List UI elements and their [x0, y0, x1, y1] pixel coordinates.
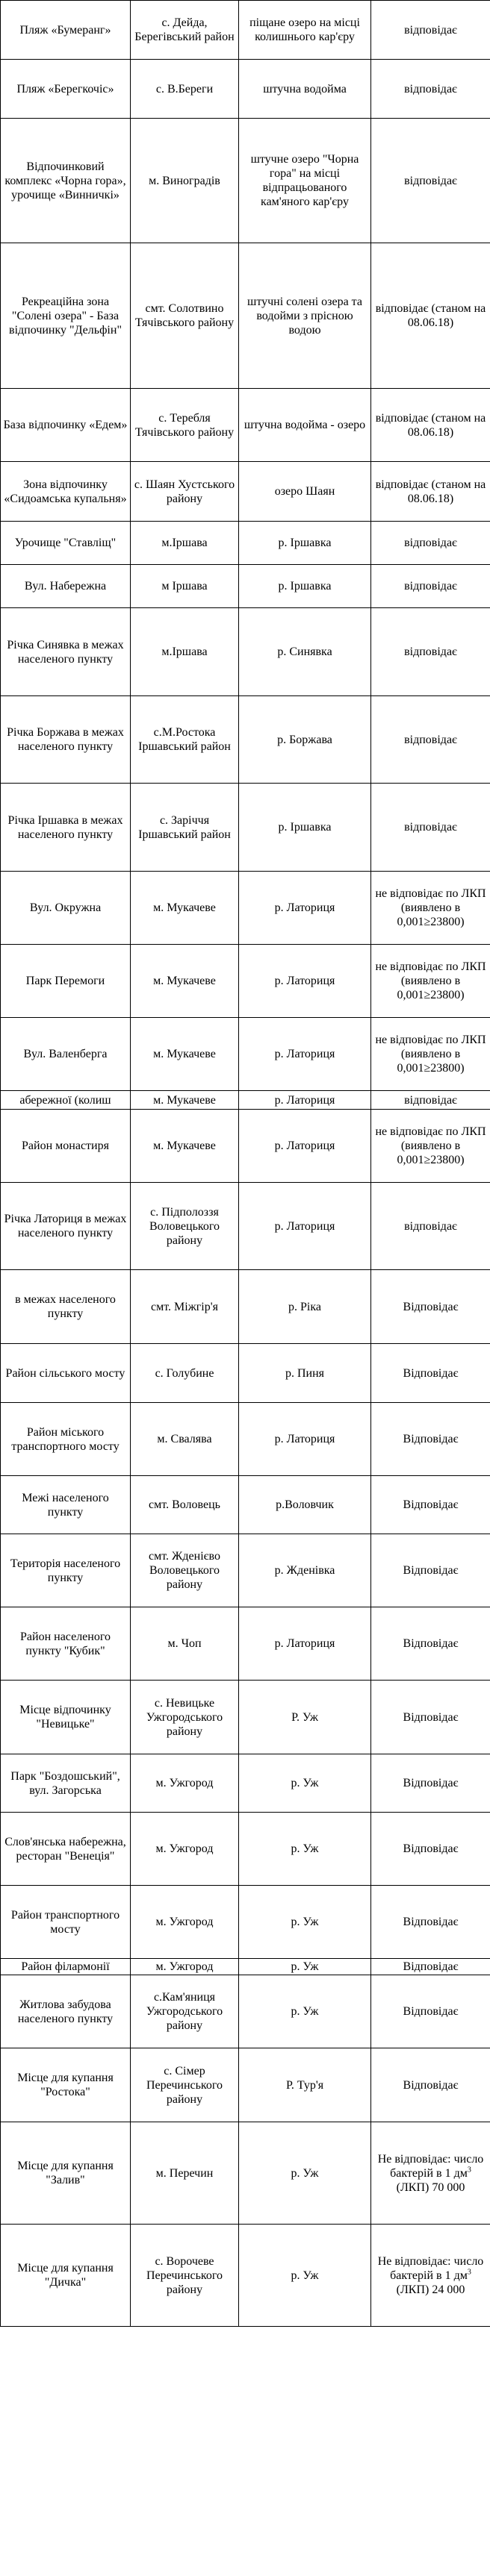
- location-cell: м. Свалява: [131, 1403, 239, 1476]
- table-row: [1, 1183, 490, 1270]
- status-cell: Відповідає: [371, 1344, 490, 1403]
- status-cell: Відповідає: [371, 1476, 490, 1534]
- status-cell: відповідає: [371, 608, 490, 696]
- place-name-cell: Вул. Валенберга: [1, 1018, 131, 1091]
- location-cell: м Іршава: [131, 565, 239, 608]
- table-row: [1, 1754, 490, 1813]
- location-cell: м. Ужгород: [131, 1754, 239, 1813]
- table-row: [1, 1, 490, 60]
- place-name-cell: Урочище "Ставліщ": [1, 522, 131, 565]
- place-name-cell: Вул. Набережна: [1, 565, 131, 608]
- status-cell: відповідає (станом на 08.06.18): [371, 243, 490, 389]
- status-cell: відповідає (станом на 08.06.18): [371, 389, 490, 462]
- water-body-cell: р. Пиня: [239, 1344, 371, 1403]
- table-row: [1, 1476, 490, 1534]
- location-cell: м. Мукачеве: [131, 1110, 239, 1183]
- location-cell: с. Сімер Перечинського району: [131, 2048, 239, 2122]
- table-row: [1, 1534, 490, 1607]
- table-row: [1, 1110, 490, 1183]
- status-cell: [371, 2122, 490, 2225]
- table-row: [1, 60, 490, 119]
- place-name-cell: Зона відпочинку «Сидоамська купальня»: [1, 462, 131, 522]
- water-body-cell: р. Ріка: [239, 1270, 371, 1344]
- place-name-cell: Район сільського мосту: [1, 1344, 131, 1403]
- location-cell: с. Теребля Тячівського району: [131, 389, 239, 462]
- status-cell: Відповідає: [371, 1886, 490, 1959]
- place-name-cell: Місце для купання "Дичка": [1, 2225, 131, 2327]
- table-row: [1, 1403, 490, 1476]
- location-cell: с.М.Ростока Іршавський район: [131, 696, 239, 784]
- status-cell: Відповідає: [371, 1754, 490, 1813]
- water-body-cell: р. Синявка: [239, 608, 371, 696]
- place-name-cell: Місце для купання "Залив": [1, 2122, 131, 2225]
- water-body-cell: р. Латориця: [239, 1607, 371, 1681]
- water-body-cell: штучне озеро "Чорна гора" на місці відпрацьованого кам'яного кар'єру: [239, 119, 371, 243]
- location-cell: м. Ужгород: [131, 1886, 239, 1959]
- status-cell: Відповідає: [371, 1403, 490, 1476]
- location-cell: с. Дейда, Берегівський район: [131, 1, 239, 60]
- status-cell: відповідає: [371, 1183, 490, 1270]
- water-body-cell: р. Уж: [239, 1975, 371, 2048]
- table-row: [1, 522, 490, 565]
- place-name-cell: Район населеного пункту "Кубик": [1, 1607, 131, 1681]
- table-row: [1, 462, 490, 522]
- status-cell: відповідає: [371, 696, 490, 784]
- water-body-cell: р. Латориця: [239, 1110, 371, 1183]
- status-text-tail: (ЛКП) 70 000: [396, 2180, 465, 2194]
- status-cell: не відповідає по ЛКП (виявлено в 0,001≥23800): [371, 1110, 490, 1183]
- table-row: [1, 119, 490, 243]
- water-body-cell: р. Уж: [239, 1886, 371, 1959]
- status-cell: Відповідає: [371, 1959, 490, 1975]
- status-cell: не відповідає по ЛКП (виявлено в 0,001≥23800): [371, 872, 490, 945]
- table-row: [1, 1018, 490, 1091]
- status-cell: відповідає: [371, 60, 490, 119]
- location-cell: м.Іршава: [131, 522, 239, 565]
- water-body-cell: р. Латориця: [239, 1403, 371, 1476]
- status-superscript: 3: [467, 2268, 471, 2277]
- place-name-cell: абережної (колиш: [1, 1091, 131, 1110]
- status-cell: відповідає: [371, 565, 490, 608]
- table-row: [1, 1344, 490, 1403]
- place-name-cell: Річка Латориця в межах населеного пункту: [1, 1183, 131, 1270]
- place-name-cell: Вул. Окружна: [1, 872, 131, 945]
- place-name-cell: Житлова забудова населеного пункту: [1, 1975, 131, 2048]
- status-cell: відповідає: [371, 119, 490, 243]
- location-cell: м. Мукачеве: [131, 945, 239, 1018]
- water-body-cell: Р. Уж: [239, 1681, 371, 1754]
- place-name-cell: Межі населеного пункту: [1, 1476, 131, 1534]
- location-cell: с. В.Береги: [131, 60, 239, 119]
- water-body-cell: р. Уж: [239, 2225, 371, 2327]
- water-body-cell: р. Латориця: [239, 1018, 371, 1091]
- status-text: Не відповідає: число бактерій в 1 дм: [377, 2254, 484, 2282]
- status-cell: [371, 2225, 490, 2327]
- place-name-cell: Відпочинковий комплекс «Чорна гора», урочище «Винничкі»: [1, 119, 131, 243]
- place-name-cell: Річка Боржава в межах населеного пункту: [1, 696, 131, 784]
- location-cell: смт. Міжгір'я: [131, 1270, 239, 1344]
- location-cell: м. Перечин: [131, 2122, 239, 2225]
- place-name-cell: Місце відпочинку "Невицьке": [1, 1681, 131, 1754]
- place-name-cell: Рекреаційна зона "Солені озера" - База відпочинку "Дельфін": [1, 243, 131, 389]
- table-row: [1, 945, 490, 1018]
- location-cell: с. Голубине: [131, 1344, 239, 1403]
- table-row: [1, 389, 490, 462]
- water-body-cell: р. Уж: [239, 2122, 371, 2225]
- location-cell: м. Ужгород: [131, 1959, 239, 1975]
- place-name-cell: Парк "Боздошський", вул. Загорська: [1, 1754, 131, 1813]
- location-cell: с. Зарiччя Іршавський район: [131, 784, 239, 872]
- table-row: [1, 872, 490, 945]
- table-row: [1, 1607, 490, 1681]
- status-cell: Відповідає: [371, 1534, 490, 1607]
- place-name-cell: Район міського транспортного мосту: [1, 1403, 131, 1476]
- place-name-cell: Слов'янська набережна, ресторан "Венеція": [1, 1813, 131, 1886]
- water-body-cell: р. Уж: [239, 1959, 371, 1975]
- water-body-cell: р. Іршавка: [239, 784, 371, 872]
- location-cell: с. Підполоззя Воловецького району: [131, 1183, 239, 1270]
- water-body-cell: Р. Тур'я: [239, 2048, 371, 2122]
- water-body-cell: р. Боржава: [239, 696, 371, 784]
- table-row: [1, 1681, 490, 1754]
- water-body-cell: озеро Шаян: [239, 462, 371, 522]
- location-cell: м.Іршава: [131, 608, 239, 696]
- location-cell: смт. Жденієво Воловецького району: [131, 1534, 239, 1607]
- table-row: [1, 1813, 490, 1886]
- water-body-cell: р. Латориця: [239, 1183, 371, 1270]
- water-body-cell: р. Латориця: [239, 945, 371, 1018]
- status-cell: Відповідає: [371, 1813, 490, 1886]
- location-cell: м. Чоп: [131, 1607, 239, 1681]
- status-cell: Відповідає: [371, 1607, 490, 1681]
- status-cell: відповідає: [371, 522, 490, 565]
- water-body-cell: р. Латориця: [239, 1091, 371, 1110]
- status-cell: відповідає: [371, 784, 490, 872]
- location-cell: с.Кам'яниця Ужгородського району: [131, 1975, 239, 2048]
- table-row: [1, 696, 490, 784]
- location-cell: м. Мукачеве: [131, 872, 239, 945]
- water-body-cell: р. Уж: [239, 1813, 371, 1886]
- status-cell: не відповідає по ЛКП (виявлено в 0,001≥23800): [371, 945, 490, 1018]
- table-row: [1, 2225, 490, 2327]
- table-row: [1, 1975, 490, 2048]
- status-cell: відповідає: [371, 1, 490, 60]
- status-cell: відповідає: [371, 1091, 490, 1110]
- status-cell: відповідає (станом на 08.06.18): [371, 462, 490, 522]
- location-cell: м. Мукачеве: [131, 1018, 239, 1091]
- table-row: [1, 2122, 490, 2225]
- water-body-cell: р. Іршавка: [239, 565, 371, 608]
- location-cell: м. Виноградів: [131, 119, 239, 243]
- status-text-tail: (ЛКП) 24 000: [396, 2283, 465, 2296]
- table-row: [1, 1091, 490, 1110]
- place-name-cell: Парк Перемоги: [1, 945, 131, 1018]
- water-body-cell: піщане озеро на місці колишнього кар'єру: [239, 1, 371, 60]
- location-cell: с. Невицьке Ужгородського району: [131, 1681, 239, 1754]
- water-body-cell: р. Латориця: [239, 872, 371, 945]
- table-row: [1, 784, 490, 872]
- water-body-cell: р. Жденівка: [239, 1534, 371, 1607]
- place-name-cell: Пляж «Берегкочіс»: [1, 60, 131, 119]
- table-row: [1, 608, 490, 696]
- table-row: [1, 243, 490, 389]
- water-body-cell: штучна водойма: [239, 60, 371, 119]
- table-row: [1, 1886, 490, 1959]
- table-row: [1, 1270, 490, 1344]
- place-name-cell: Місце для купання "Ростока": [1, 2048, 131, 2122]
- place-name-cell: Річка Іршавка в межах населеного пункту: [1, 784, 131, 872]
- water-body-cell: р.Воловчик: [239, 1476, 371, 1534]
- status-cell: Відповідає: [371, 1270, 490, 1344]
- location-cell: смт. Солотвино Тячівського району: [131, 243, 239, 389]
- location-cell: м. Ужгород: [131, 1813, 239, 1886]
- location-cell: м. Мукачеве: [131, 1091, 239, 1110]
- status-cell: не відповідає по ЛКП (виявлено в 0,001≥23800): [371, 1018, 490, 1091]
- place-name-cell: Річка Синявка в межах населеного пункту: [1, 608, 131, 696]
- location-cell: с. Шаян Хустського району: [131, 462, 239, 522]
- table-row: [1, 2048, 490, 2122]
- location-cell: с. Ворочеве Перечинського району: [131, 2225, 239, 2327]
- table-row: [1, 1959, 490, 1975]
- location-cell: смт. Воловець: [131, 1476, 239, 1534]
- status-cell: Відповідає: [371, 1975, 490, 2048]
- water-body-cell: штучні солені озера та водойми з прісною водою: [239, 243, 371, 389]
- water-body-cell: штучна водойма - озеро: [239, 389, 371, 462]
- place-name-cell: Територія населеного пункту: [1, 1534, 131, 1607]
- status-cell: Відповідає: [371, 1681, 490, 1754]
- place-name-cell: База відпочинку «Едем»: [1, 389, 131, 462]
- place-name-cell: Район монастиря: [1, 1110, 131, 1183]
- status-text: Не відповідає: число бактерій в 1 дм: [377, 2152, 484, 2180]
- status-cell: Відповідає: [371, 2048, 490, 2122]
- place-name-cell: Пляж «Бумеранг»: [1, 1, 131, 60]
- water-body-cell: р. Іршавка: [239, 522, 371, 565]
- water-body-cell: р. Уж: [239, 1754, 371, 1813]
- table-row: [1, 565, 490, 608]
- place-name-cell: в межах населеного пункту: [1, 1270, 131, 1344]
- status-superscript: 3: [467, 2166, 471, 2175]
- place-name-cell: Район філармонії: [1, 1959, 131, 1975]
- place-name-cell: Район транспортного мосту: [1, 1886, 131, 1959]
